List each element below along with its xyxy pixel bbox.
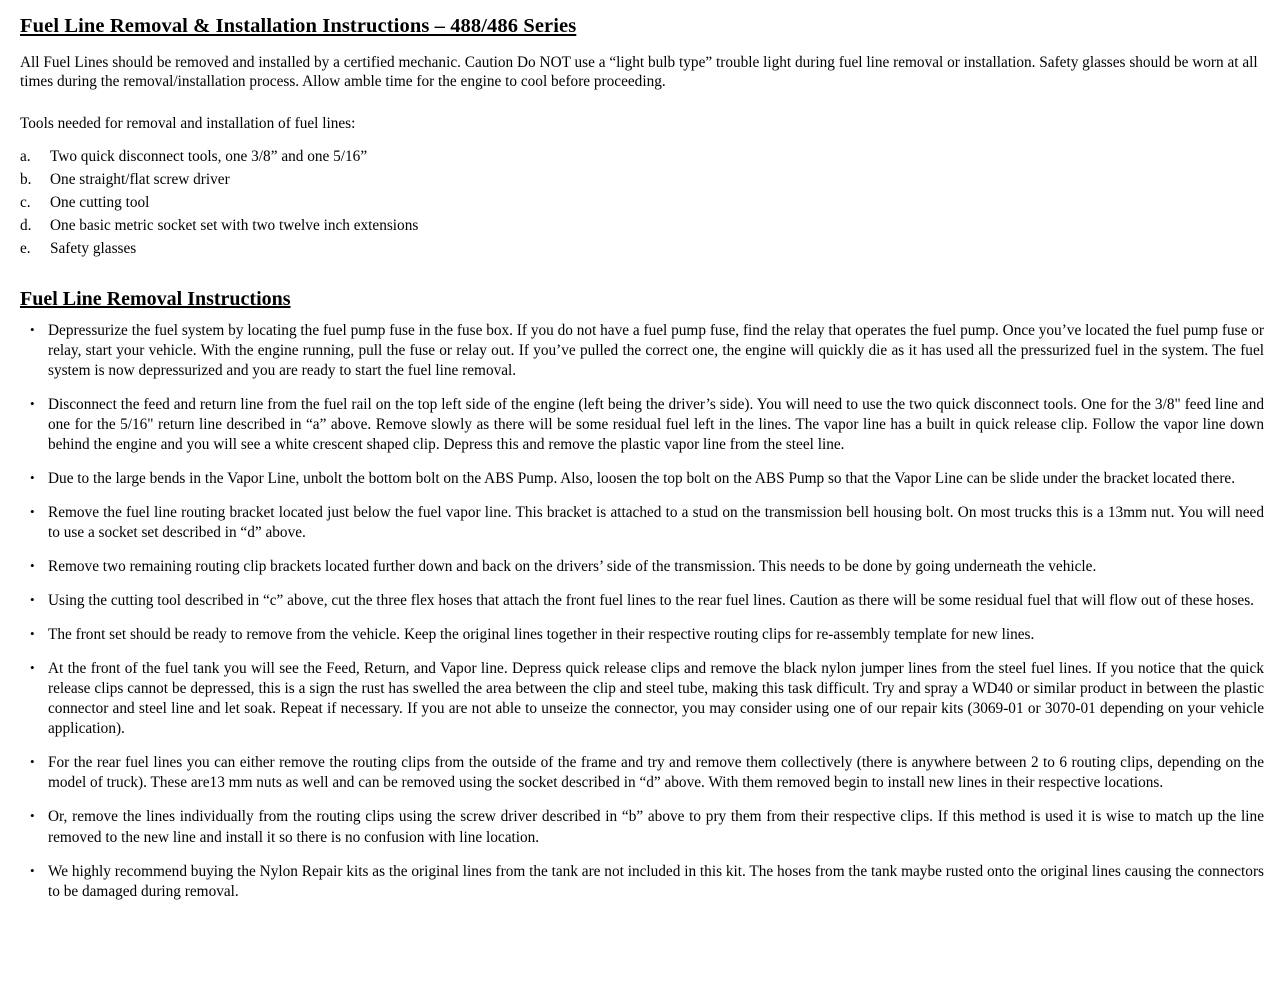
list-item-label: One basic metric socket set with two twelve inch extensions [50,217,419,235]
section-title-removal-instructions: Fuel Line Removal Instructions [20,287,291,310]
page-title: Fuel Line Removal & Installation Instructions – 488/486 Series [20,15,577,37]
list-item-marker: d. [20,217,32,235]
list-item-marker: b. [20,171,32,189]
list-item [20,215,1264,238]
bullet-icon: • [30,592,35,608]
bullet-icon: • [30,754,35,770]
list-item-label: Disconnect the feed and return line from the fuel rail on the top left side of the engine (left being the driver’s side). You will need to use the two quick disconnect tools. One for the 3/8" feed line and one for the 5/16" return line described in “a” above. Remove slowly as there will be some residual fuel left in the lines. The vapor line has a built in quick release clip. Follow the vapor line down behind the engine and you will see a white crescent shaped clip. Depress this and remove the plastic vapor line from the steel line. [48,396,1264,454]
list-item [16,753,1264,793]
list-item-label: Two quick disconnect tools, one 3/8” and one 5/16” [50,148,368,166]
list-item-label: For the rear fuel lines you can either remove the routing clips from the outside of the frame and try and remove them collectively (there is anywhere between 2 to 6 routing clips, depending on the model of truck). These are13 mm nuts as well and can be removed using the socket described in “d” above. With them removed begin to install new lines in their respective locations. [48,754,1264,792]
bullet-icon: • [30,558,35,574]
list-item [16,625,1264,645]
list-item-label: Due to the large bends in the Vapor Line, unbolt the bottom bolt on the ABS Pump. Also, loosen the top bolt on the ABS Pump so that the Vapor Line can be slide under the bracket located there. [48,470,1236,488]
list-item-label: Depressurize the fuel system by locating the fuel pump fuse in the fuse box. If you do not have a fuel pump fuse, find the relay that operates the fuel pump. Once you’ve located the fuel pump fuse or relay, start your vehicle. With the engine running, pull the fuse or relay out. If you’ve pulled the correct one, the engine will quickly die as it has used all the pressurized fuel in the system. The fuel system is now depressurized and you are ready to start the fuel line removal. [48,321,1264,379]
list-item-label: One cutting tool [50,194,150,212]
list-item-marker: c. [20,194,31,212]
tools-lead-paragraph: Tools needed for removal and installation of fuel lines: [20,115,356,133]
list-item [16,395,1264,455]
list-item [20,169,1264,192]
list-item-marker: a. [20,148,31,166]
list-item [20,238,1264,261]
list-item-label: Safety glasses [50,239,137,257]
list-item-label: At the front of the fuel tank you will see the Feed, Return, and Vapor line. Depress quick release clips and remove the black nylon jumper lines from the steel fuel lines. If you notice that the quick release clips cannot be depressed, this is a sign the rust has swelled the area between the clip and steel tube, making this task difficult. Try and spray a WD40 or similar product in between the plastic connector and steel line and let soak. Repeat if necessary. If you are not able to unseize the connector, you may consider using one of our repair kits (3069-01 or 3070-01 depending on your vehicle application). [48,660,1264,738]
bullet-icon: • [30,470,35,486]
list-item-label: Remove two remaining routing clip brackets located further down and back on the drivers’ side of the transmission. This needs to be done by going underneath the vehicle. [48,558,1097,576]
intro-paragraph: All Fuel Lines should be removed and installed by a certified mechanic. Caution Do NOT use a “light bulb type” trouble light during fuel line removal or installation. Safety glasses should be worn at all times during the removal/installation process. Allow amble time for the engine to cool before proceeding. [20,53,1258,91]
list-item [20,146,1264,169]
bullet-icon: • [30,321,35,337]
list-item-label: One straight/flat screw driver [50,171,230,189]
list-item [16,469,1264,489]
list-item-label: We highly recommend buying the Nylon Repair kits as the original lines from the tank are not included in this kit. The hoses from the tank maybe rusted onto the original lines causing the connectors to be damaged during removal. [48,862,1264,900]
list-item [20,192,1264,215]
list-item [16,557,1264,577]
tools-list [16,146,1264,261]
list-item-label: Using the cutting tool described in “c” above, cut the three flex hoses that attach the front fuel lines to the rear fuel lines. Caution as there will be some residual fuel that will flow out of these hoses. [48,592,1254,610]
bullet-icon: • [30,396,35,411]
list-item-label: Remove the fuel line routing bracket located just below the fuel vapor line. This bracket is attached to a stud on the transmission bell housing bolt. On most trucks this is a 13mm nut. You will need to use a socket set described in “d” above. [48,504,1264,542]
bullet-icon: • [30,626,35,642]
list-item [16,862,1264,902]
bullet-icon: • [30,862,35,878]
list-item [16,321,1264,381]
list-item-label: Or, remove the lines individually from the routing clips using the screw driver described in “b” above to pry them from their respective clips. If this method is used it is wise to match up the line removed to the new line and install it so there is no confusion with line location. [48,808,1264,846]
removal-steps-list [16,321,1264,902]
list-item [16,659,1264,739]
list-item [16,503,1264,543]
list-item [16,591,1264,611]
bullet-icon: • [30,504,35,520]
bullet-icon: • [30,808,35,824]
list-item-label: The front set should be ready to remove from the vehicle. Keep the original lines together in their respective routing clips for re-assembly template for new lines. [48,626,1035,644]
bullet-icon: • [30,660,35,676]
list-item [16,807,1264,847]
list-item-marker: e. [20,239,31,257]
